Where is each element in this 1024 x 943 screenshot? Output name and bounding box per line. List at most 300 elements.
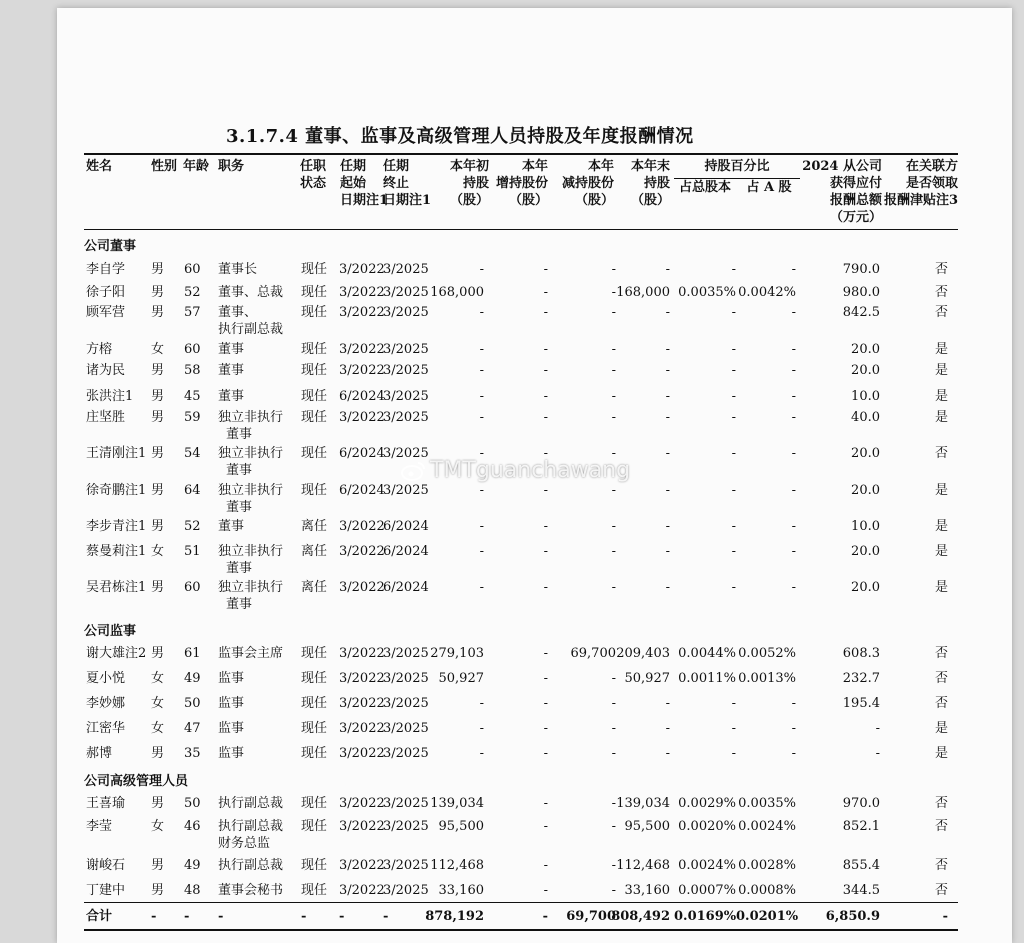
row-pct-a: - [791, 305, 796, 320]
row-end-shares: 139,034 [616, 796, 670, 811]
row-end: 3/2025 [383, 646, 429, 661]
row-pct-a: - [791, 389, 796, 404]
row-position: 董事 [218, 519, 245, 534]
row-begin-shares: - [479, 483, 484, 498]
row-pay: 20.0 [851, 446, 880, 461]
row-begin-shares: 168,000 [430, 285, 484, 300]
row-gender: 男 [151, 410, 165, 425]
row-pay: 20.0 [851, 483, 880, 498]
row-begin-shares: - [479, 446, 484, 461]
row-end-shares: - [665, 696, 670, 711]
row-start: 6/2024 [339, 389, 385, 404]
row-decrease: - [611, 883, 616, 898]
row-status: 现任 [301, 746, 328, 761]
row-begin-shares: - [479, 410, 484, 425]
header-related: 报酬津贴注3 [883, 193, 958, 208]
header-related: 在关联方 [905, 159, 958, 174]
row-begin-shares: - [479, 342, 484, 357]
row-status: 现任 [301, 342, 328, 357]
total-increase: - [542, 909, 548, 924]
row-status: 现任 [301, 285, 328, 300]
header-pct-group: 持股百分比 [704, 159, 770, 174]
row-gender: 男 [151, 519, 165, 534]
row-age: 50 [184, 796, 201, 811]
row-increase: - [543, 819, 548, 834]
row-gender: 女 [151, 544, 165, 559]
weibo-logo-icon [400, 460, 426, 482]
row-increase: - [543, 544, 548, 559]
row-age: 46 [184, 819, 201, 834]
row-pay: 980.0 [842, 285, 880, 300]
row-pct-total: 0.0020% [678, 819, 736, 834]
row-gender: 男 [151, 389, 165, 404]
row-pct-total: - [731, 446, 736, 461]
row-pay: 232.7 [842, 671, 880, 686]
row-status: 离任 [301, 544, 328, 559]
total-gender: - [151, 909, 157, 924]
total-pct-total: 0.0169% [674, 909, 737, 924]
row-pct-total: - [731, 342, 736, 357]
header-end-shares: 本年末 [630, 159, 670, 174]
row-decrease: - [611, 796, 616, 811]
row-pay: 344.5 [842, 883, 880, 898]
row-pct-total: - [731, 746, 736, 761]
row-decrease: - [611, 305, 616, 320]
row-end-shares: 112,468 [616, 858, 670, 873]
row-start: 3/2022 [339, 262, 385, 277]
row-pay: 10.0 [851, 389, 880, 404]
row-begin-shares: - [479, 746, 484, 761]
row-pct-a: - [791, 363, 796, 378]
row-name: 方榕 [86, 342, 113, 357]
header-age: 年龄 [183, 159, 210, 174]
section-directors: 公司董事 [84, 239, 137, 254]
row-status: 现任 [301, 305, 328, 320]
row-pct-total: 0.0044% [678, 646, 736, 661]
row-start: 3/2022 [339, 580, 385, 595]
row-pay: 40.0 [851, 410, 880, 425]
row-end-shares: - [665, 305, 670, 320]
row-pct-total: 0.0024% [678, 858, 736, 873]
row-age: 35 [184, 746, 201, 761]
header-end-shares: （股） [630, 193, 670, 208]
row-decrease: - [611, 446, 616, 461]
row-pay: - [875, 746, 880, 761]
total-top-rule [84, 902, 958, 903]
row-start: 3/2022 [339, 544, 385, 559]
row-begin-shares: 50,927 [438, 671, 484, 686]
row-name: 王喜瑜 [86, 796, 126, 811]
row-end: 3/2025 [383, 858, 429, 873]
row-pay: 855.4 [842, 858, 880, 873]
row-pay: 790.0 [842, 262, 880, 277]
row-increase: - [543, 483, 548, 498]
row-end: 3/2025 [383, 746, 429, 761]
section-supervisors: 公司监事 [84, 624, 137, 639]
row-begin-shares: - [479, 262, 484, 277]
row-age: 60 [184, 580, 201, 595]
row-age: 45 [184, 389, 201, 404]
row-pct-a: - [791, 483, 796, 498]
total-pay: 6,850.9 [825, 909, 880, 924]
row-status: 现任 [301, 696, 328, 711]
row-increase: - [543, 305, 548, 320]
row-age: 51 [184, 544, 201, 559]
row-end: 3/2025 [383, 363, 429, 378]
row-gender: 男 [151, 363, 165, 378]
row-name: 李莹 [86, 819, 113, 834]
total-pct-a: 0.0201% [736, 909, 799, 924]
header-end: 日期注1 [383, 193, 432, 208]
row-start: 3/2022 [339, 305, 385, 320]
row-end-shares: - [665, 580, 670, 595]
row-end: 3/2025 [383, 671, 429, 686]
row-age: 49 [184, 671, 201, 686]
row-begin-shares: 33,160 [438, 883, 484, 898]
row-increase: - [543, 363, 548, 378]
row-increase: - [543, 696, 548, 711]
row-status: 现任 [301, 363, 328, 378]
row-start: 6/2024 [339, 446, 385, 461]
row-pct-a: 0.0013% [738, 671, 796, 686]
row-status: 现任 [301, 410, 328, 425]
row-status: 现任 [301, 483, 328, 498]
row-age: 50 [184, 696, 201, 711]
row-pct-a: - [791, 342, 796, 357]
header-related: 是否领取 [905, 176, 958, 191]
row-pct-total: - [731, 544, 736, 559]
header-status: 状态 [300, 176, 327, 191]
row-position: 监事 [218, 746, 245, 761]
total-name: 合计 [86, 909, 113, 924]
section-management: 公司高级管理人员 [84, 774, 189, 789]
row-pay: 852.1 [842, 819, 880, 834]
row-decrease: - [611, 671, 616, 686]
row-age: 49 [184, 858, 201, 873]
row-start: 3/2022 [339, 883, 385, 898]
row-end-shares: - [665, 262, 670, 277]
row-age: 48 [184, 883, 201, 898]
row-position: 执行副总裁 [218, 819, 284, 834]
row-end: 3/2025 [383, 262, 429, 277]
row-related: 否 [934, 883, 948, 898]
row-increase: - [543, 646, 548, 661]
row-end-shares: - [665, 389, 670, 404]
row-increase: - [543, 446, 548, 461]
row-begin-shares: 139,034 [430, 796, 484, 811]
row-decrease: - [611, 389, 616, 404]
row-related: 否 [934, 819, 948, 834]
row-status: 现任 [301, 646, 328, 661]
row-end-shares: - [665, 483, 670, 498]
section-title: 3.1.7.4 董事、监事及高级管理人员持股及年度报酬情况 [226, 126, 694, 147]
row-status: 现任 [301, 389, 328, 404]
row-gender: 女 [151, 342, 165, 357]
row-pay: 20.0 [851, 342, 880, 357]
total-related: - [942, 909, 948, 924]
row-gender: 女 [151, 721, 165, 736]
row-related: 否 [934, 262, 948, 277]
row-end: 3/2025 [383, 721, 429, 736]
row-pay: 10.0 [851, 519, 880, 534]
row-begin-shares: 95,500 [438, 819, 484, 834]
header-start: 日期注1 [340, 193, 389, 208]
row-pct-a: - [791, 446, 796, 461]
header-end-shares: 持股 [643, 176, 670, 191]
row-end: 3/2025 [383, 819, 429, 834]
row-begin-shares: - [479, 580, 484, 595]
header-start: 任期 [340, 159, 367, 174]
header-pay: 报酬总额 [829, 193, 882, 208]
row-gender: 男 [151, 883, 165, 898]
row-gender: 男 [151, 483, 165, 498]
header-decrease: 本年 [587, 159, 614, 174]
row-age: 61 [184, 646, 201, 661]
row-end: 3/2025 [383, 305, 429, 320]
row-begin-shares: - [479, 696, 484, 711]
row-end-shares: 33,160 [624, 883, 670, 898]
row-pct-a: 0.0052% [738, 646, 796, 661]
row-name: 诸为民 [86, 363, 126, 378]
row-related: 否 [934, 671, 948, 686]
row-pay: 970.0 [842, 796, 880, 811]
row-position: 财务总监 [218, 836, 271, 851]
row-decrease: - [611, 746, 616, 761]
row-decrease: - [611, 483, 616, 498]
row-pct-total: - [731, 580, 736, 595]
row-decrease: - [611, 363, 616, 378]
row-name: 王清刚注1 [86, 446, 147, 461]
row-gender: 男 [151, 858, 165, 873]
row-name: 徐子阳 [86, 285, 126, 300]
row-related: 是 [934, 519, 948, 534]
row-position: 董事 [226, 597, 253, 612]
row-pct-total: - [731, 483, 736, 498]
row-pct-a: - [791, 544, 796, 559]
row-end: 3/2025 [383, 883, 429, 898]
row-gender: 男 [151, 305, 165, 320]
row-gender: 男 [151, 646, 165, 661]
row-end-shares: - [665, 410, 670, 425]
row-name: 李妙娜 [86, 696, 126, 711]
row-status: 离任 [301, 580, 328, 595]
row-name: 夏小悦 [86, 671, 126, 686]
header-pay: （万元） [829, 210, 882, 225]
header-end: 终止 [383, 176, 410, 191]
row-name: 江密华 [86, 721, 126, 736]
row-pay: 195.4 [842, 696, 880, 711]
row-position: 独立非执行 [218, 410, 284, 425]
row-pct-a: 0.0035% [738, 796, 796, 811]
row-end-shares: - [665, 721, 670, 736]
row-pay: - [875, 721, 880, 736]
row-begin-shares: - [479, 363, 484, 378]
row-age: 54 [184, 446, 201, 461]
header-position: 职务 [218, 159, 245, 174]
row-pay: 20.0 [851, 363, 880, 378]
row-status: 现任 [301, 671, 328, 686]
row-end: 3/2025 [383, 483, 429, 498]
row-end-shares: - [665, 363, 670, 378]
row-status: 现任 [301, 883, 328, 898]
row-end: 6/2024 [383, 544, 429, 559]
row-increase: - [543, 858, 548, 873]
row-related: 是 [934, 342, 948, 357]
header-decrease: 减持股份 [561, 176, 614, 191]
row-pct-a: 0.0024% [738, 819, 796, 834]
row-pct-a: - [791, 746, 796, 761]
row-decrease: - [611, 519, 616, 534]
row-end-shares: 50,927 [624, 671, 670, 686]
row-related: 是 [934, 746, 948, 761]
row-begin-shares: - [479, 519, 484, 534]
header-decrease: （股） [574, 193, 614, 208]
row-related: 否 [934, 305, 948, 320]
row-pct-total: - [731, 262, 736, 277]
row-position: 执行副总裁 [218, 858, 284, 873]
row-status: 现任 [301, 446, 328, 461]
row-start: 6/2024 [339, 483, 385, 498]
row-age: 57 [184, 305, 201, 320]
row-related: 否 [934, 646, 948, 661]
row-decrease: - [611, 721, 616, 736]
row-increase: - [543, 580, 548, 595]
row-pct-total: - [731, 721, 736, 736]
row-begin-shares: - [479, 305, 484, 320]
row-related: 是 [934, 389, 948, 404]
row-name: 庄坚胜 [86, 410, 126, 425]
row-related: 否 [934, 446, 948, 461]
row-related: 否 [934, 285, 948, 300]
watermark-text: TMTguanchawang [430, 458, 631, 483]
row-age: 58 [184, 363, 201, 378]
row-pct-total: 0.0035% [678, 285, 736, 300]
row-end: 3/2025 [383, 410, 429, 425]
row-decrease: - [611, 858, 616, 873]
row-gender: 男 [151, 285, 165, 300]
total-decrease: 69,700 [566, 909, 616, 924]
row-related: 否 [934, 696, 948, 711]
header-pay: 2024 从公司 [802, 159, 882, 174]
row-related: 是 [934, 580, 948, 595]
row-increase: - [543, 671, 548, 686]
row-position: 独立非执行 [218, 483, 284, 498]
row-start: 3/2022 [339, 285, 385, 300]
row-end: 3/2025 [383, 342, 429, 357]
row-pct-total: - [731, 519, 736, 534]
header-name: 姓名 [86, 159, 113, 174]
header-increase: （股） [508, 193, 548, 208]
row-position: 董事 [226, 561, 253, 576]
row-decrease: - [611, 410, 616, 425]
row-begin-shares: - [479, 389, 484, 404]
row-position: 监事 [218, 671, 245, 686]
row-pct-a: - [791, 721, 796, 736]
row-gender: 男 [151, 796, 165, 811]
header-begin-shares: （股） [449, 193, 489, 208]
row-decrease: - [611, 580, 616, 595]
row-increase: - [543, 410, 548, 425]
row-start: 3/2022 [339, 721, 385, 736]
total-position: - [218, 909, 224, 924]
row-name: 丁建中 [86, 883, 126, 898]
row-position: 独立非执行 [218, 446, 284, 461]
row-pay: 842.5 [842, 305, 880, 320]
row-end: 3/2025 [383, 796, 429, 811]
row-start: 3/2022 [339, 671, 385, 686]
row-age: 52 [184, 519, 201, 534]
row-pct-total: - [731, 363, 736, 378]
row-end: 6/2024 [383, 519, 429, 534]
total-status: - [301, 909, 307, 924]
row-start: 3/2022 [339, 363, 385, 378]
row-name: 蔡曼莉注1 [86, 544, 147, 559]
row-position: 独立非执行 [218, 544, 284, 559]
row-position: 董事 [226, 500, 253, 515]
row-status: 现任 [301, 796, 328, 811]
row-pct-a: - [791, 696, 796, 711]
row-position: 监事 [218, 696, 245, 711]
row-pct-a: 0.0028% [738, 858, 796, 873]
row-gender: 男 [151, 746, 165, 761]
row-status: 现任 [301, 858, 328, 873]
row-increase: - [543, 883, 548, 898]
row-position: 董事 [226, 463, 253, 478]
row-age: 60 [184, 342, 201, 357]
row-end-shares: - [665, 446, 670, 461]
row-related: 是 [934, 483, 948, 498]
row-gender: 男 [151, 446, 165, 461]
row-pct-total: - [731, 389, 736, 404]
row-pct-total: 0.0029% [678, 796, 736, 811]
header-start: 起始 [340, 176, 367, 191]
row-start: 3/2022 [339, 342, 385, 357]
row-pay: 608.3 [842, 646, 880, 661]
row-pct-a: - [791, 519, 796, 534]
row-status: 现任 [301, 819, 328, 834]
row-increase: - [543, 746, 548, 761]
row-related: 是 [934, 544, 948, 559]
row-start: 3/2022 [339, 819, 385, 834]
watermark [400, 458, 630, 483]
header-begin-shares: 持股 [462, 176, 489, 191]
row-position: 执行副总裁 [218, 796, 284, 811]
row-end-shares: - [665, 544, 670, 559]
row-start: 3/2022 [339, 519, 385, 534]
row-pay: 20.0 [851, 580, 880, 595]
row-pct-total: - [731, 305, 736, 320]
total-end-shares: 808,492 [611, 909, 670, 924]
row-increase: - [543, 342, 548, 357]
row-status: 现任 [301, 262, 328, 277]
row-status: 离任 [301, 519, 328, 534]
row-related: 是 [934, 721, 948, 736]
row-end-shares: - [665, 342, 670, 357]
row-position: 监事会主席 [218, 646, 284, 661]
row-age: 52 [184, 285, 201, 300]
header-pct-a: 占 A 股 [746, 180, 792, 195]
row-position: 董事 [218, 342, 245, 357]
row-name: 郝博 [86, 746, 113, 761]
row-position: 董事、 [218, 305, 258, 320]
row-age: 64 [184, 483, 201, 498]
row-position: 执行副总裁 [218, 322, 284, 337]
row-position: 董事长 [218, 262, 258, 277]
row-end: 3/2025 [383, 389, 429, 404]
row-pct-total: - [731, 410, 736, 425]
row-gender: 女 [151, 819, 165, 834]
table-top-rule [84, 153, 958, 155]
